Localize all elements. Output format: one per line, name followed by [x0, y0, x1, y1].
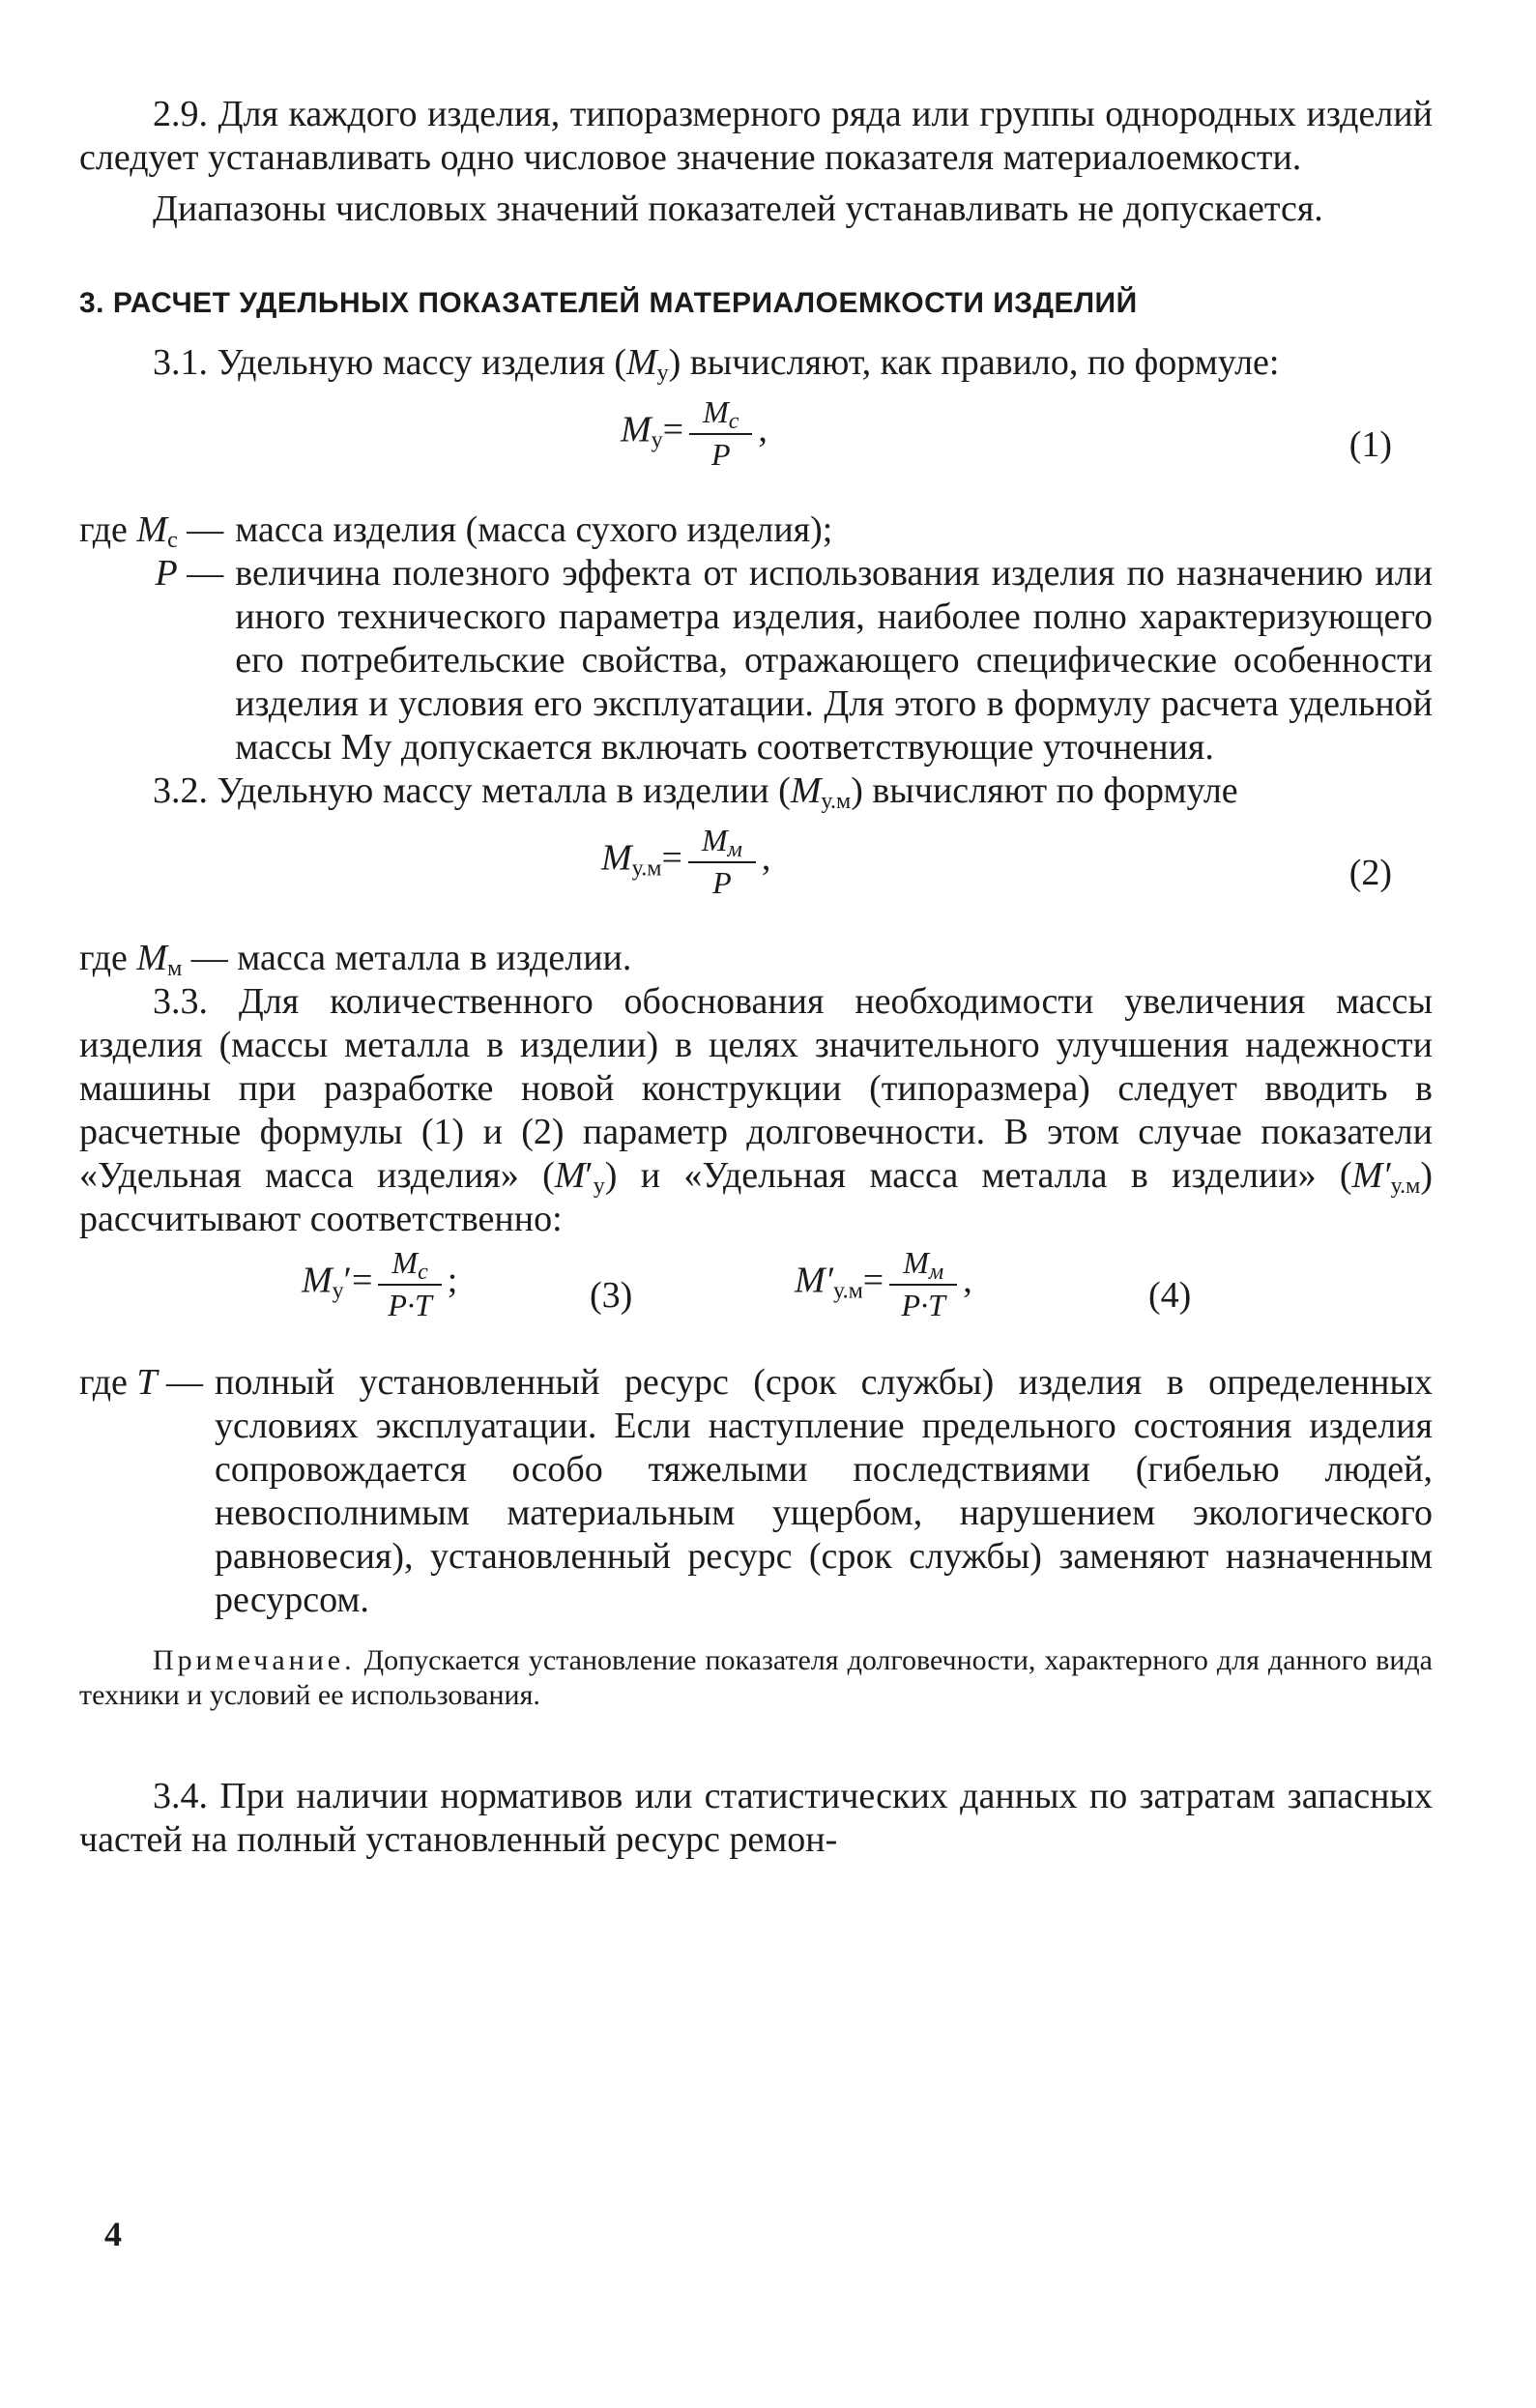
def-desc-p: величина полезного эффекта от использования изделия по назначению или иного технического параметра изделия, наиболее полно характеризующего его потребительские свойства, отражающего специфические особенности изделия и условия его эксплуатации. Для этого в формулу расчета удельной массы Mу допускается включать соответствующие уточнения.: [235, 553, 1433, 768]
def-desc-mc: масса изделия (масса сухого изделия);: [235, 509, 833, 550]
def-term-mc: где $M_с$ —: [79, 509, 224, 553]
note: Примечание. Допускается установление показателя долговечности, характерного для данного вида техники и условий ее использования.: [79, 1644, 1433, 1711]
paragraph-2-9: 2.9. Для каждого изделия, типоразмерного ряда или группы однородных изделий следует устанавливать одно числовое значение показателя материалоемкости.: [79, 94, 1433, 178]
formula-3-number: (3): [590, 1275, 633, 1316]
where-metal-mass: где $M_м$ — масса металла в изделии.: [79, 938, 632, 981]
page-number: 4: [104, 2215, 122, 2253]
document-page: [79, 93, 1433, 1862]
where-list-1: [79, 508, 1433, 769]
paragraph-3-3: 3.3. Для количественного обоснования необходимости увеличения массы изделия (массы металла в изделии) в целях значительного улучшения надежности машины при разработке новой конструкции (типоразмера) следует вводить в расчетные формулы (1) и (2) параметр долговечности. В этом случае показатели «Удельная масса изделия» $(M'_у)$ и «Удельная масса металла в изделии» $(M'_{у.м})$ рассчитывают соответственно:: [79, 981, 1434, 1239]
def-desc-t: полный установленный ресурс (срок службы) изделия в определенных условиях эксплуатации. Если наступление предельного состояния изделия сопровождается особо тяжелыми последствиями (гибелью людей, невосполнимым материальным ущербом, нарушением экологического равновесия), установленный ресурс (срок службы) заменяют назначенным ресурсом.: [215, 1362, 1433, 1620]
formula-4-number: (4): [1148, 1275, 1192, 1316]
formula-4: $M'_{у.м}=$ $\frac{M_м}{P\cdot T}$ ,: [795, 1245, 972, 1322]
formula-3: $M_у'=$ $\frac{M_с}{P\cdot T}$ ;: [302, 1245, 458, 1322]
paragraph-2-9-ranges: Диапазоны числовых значений показателей устанавливать не допускается.: [153, 189, 1323, 229]
note-label: Примечание.: [153, 1644, 356, 1676]
paragraph-3-1: 3.1. Удельную массу изделия $(M_у)$ вычисляют, как правило, по формуле:: [153, 342, 1280, 386]
where-list-3: [79, 1361, 1433, 1622]
section-heading: 3. РАСЧЕТ УДЕЛЬНЫХ ПОКАЗАТЕЛЕЙ МАТЕРИАЛОЕМКОСТИ ИЗДЕЛИЙ: [79, 287, 1138, 319]
def-term-t: где T —: [79, 1362, 204, 1403]
formula-1-number: (1): [1348, 424, 1392, 465]
formula-2: $M_{у.м}=$ $\frac{M_м}{P}$ , (2): [601, 823, 1392, 900]
paragraph-3-4: 3.4. При наличии нормативов или статистических данных по затратам запасных частей на полный установленный ресурс ремон-: [79, 1776, 1433, 1860]
formula-1: $M_у=$ $\frac{M_с}{P}$ , (1): [621, 394, 1392, 472]
formula-2-number: (2): [1348, 853, 1392, 893]
def-term-p: P —: [155, 553, 224, 594]
formulas-3-4: [79, 1241, 1433, 1348]
paragraph-3-2: 3.2. Удельную массу металла в изделии $(M_{у.м})$ вычисляют по формуле: [153, 770, 1238, 814]
